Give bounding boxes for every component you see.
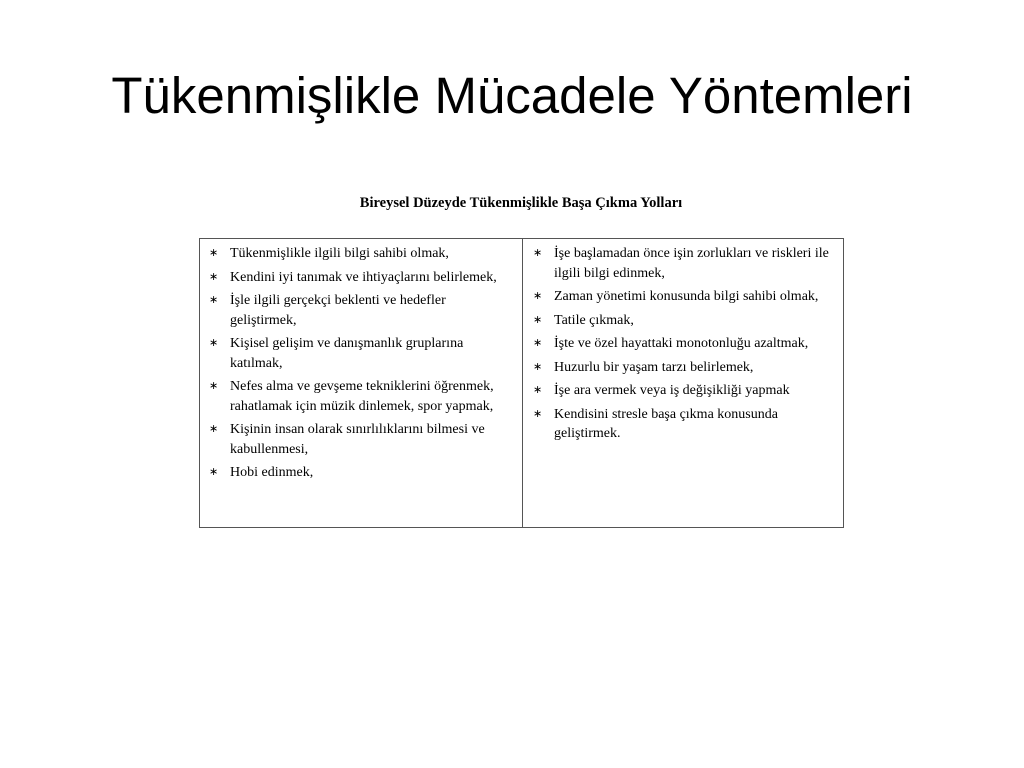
table-left-column (200, 239, 523, 527)
asterisk-bullet-icon: ∗ (209, 423, 219, 435)
list-item (532, 334, 843, 354)
list-item-text: Zaman yönetimi konusunda bilgi sahibi olmak, (554, 289, 819, 304)
list-item-text: Kişinin insan olarak sınırlılıklarını bilmesi ve kabullenmesi, (230, 422, 485, 457)
left-list (208, 244, 522, 483)
table-right-column (523, 239, 843, 527)
list-item (208, 420, 522, 459)
list-item (532, 287, 843, 307)
asterisk-bullet-icon: ∗ (209, 466, 219, 478)
list-item-text: Kendisini stresle başa çıkma konusunda geliştirmek. (554, 406, 778, 441)
asterisk-bullet-icon: ∗ (209, 270, 219, 283)
list-item (208, 244, 522, 264)
right-list (532, 244, 843, 444)
list-item (532, 381, 843, 401)
list-item-text: Hobi edinmek, (230, 465, 314, 480)
asterisk-bullet-icon: ∗ (209, 247, 219, 259)
coping-ways-table (199, 238, 844, 528)
list-item-text: İşte ve özel hayattaki monotonluğu azaltmak, (554, 336, 809, 351)
list-item (208, 334, 522, 373)
list-item (208, 268, 522, 288)
list-item (208, 377, 522, 416)
list-item-text: İşe başlamadan önce işin zorlukları ve riskleri ile ilgili bilgi edinmek, (554, 246, 829, 281)
asterisk-bullet-icon: ∗ (209, 337, 219, 349)
list-item-text: İşle ilgili gerçekçi beklenti ve hedefler geliştirmek, (230, 293, 446, 328)
list-item (208, 463, 522, 483)
list-item-text: İşe ara vermek veya iş değişikliği yapmak (554, 383, 790, 398)
list-item (532, 358, 843, 378)
asterisk-bullet-icon: ∗ (533, 337, 543, 349)
list-item (532, 244, 843, 283)
asterisk-bullet-icon: ∗ (533, 360, 543, 373)
asterisk-bullet-icon: ∗ (533, 290, 543, 302)
asterisk-bullet-icon: ∗ (533, 313, 543, 326)
asterisk-bullet-icon: ∗ (209, 294, 219, 306)
asterisk-bullet-icon: ∗ (533, 247, 543, 259)
asterisk-bullet-icon: ∗ (533, 384, 543, 396)
list-item-text: Tükenmişlikle ilgili bilgi sahibi olmak, (230, 246, 449, 261)
list-item-text: Nefes alma ve gevşeme tekniklerini öğrenmek, rahatlamak için müzik dinlemek, spor yapmak, (230, 379, 494, 414)
list-item-text: Tatile çıkmak, (554, 312, 634, 328)
list-item-text: Kişisel gelişim ve danışmanlık gruplarına katılmak, (230, 336, 464, 371)
asterisk-bullet-icon: ∗ (533, 407, 543, 420)
list-item (532, 311, 843, 331)
list-item-text: Huzurlu bir yaşam tarzı belirlemek, (554, 359, 754, 375)
slide-title: Tükenmişlikle Mücadele Yöntemleri (111, 67, 913, 124)
list-item (532, 405, 843, 444)
asterisk-bullet-icon: ∗ (209, 380, 219, 392)
list-item-text: Kendini iyi tanımak ve ihtiyaçlarını belirlemek, (230, 269, 497, 285)
list-item (208, 291, 522, 330)
table-caption: Bireysel Düzeyde Tükenmişlikle Başa Çıkma Yolları (359, 195, 683, 211)
